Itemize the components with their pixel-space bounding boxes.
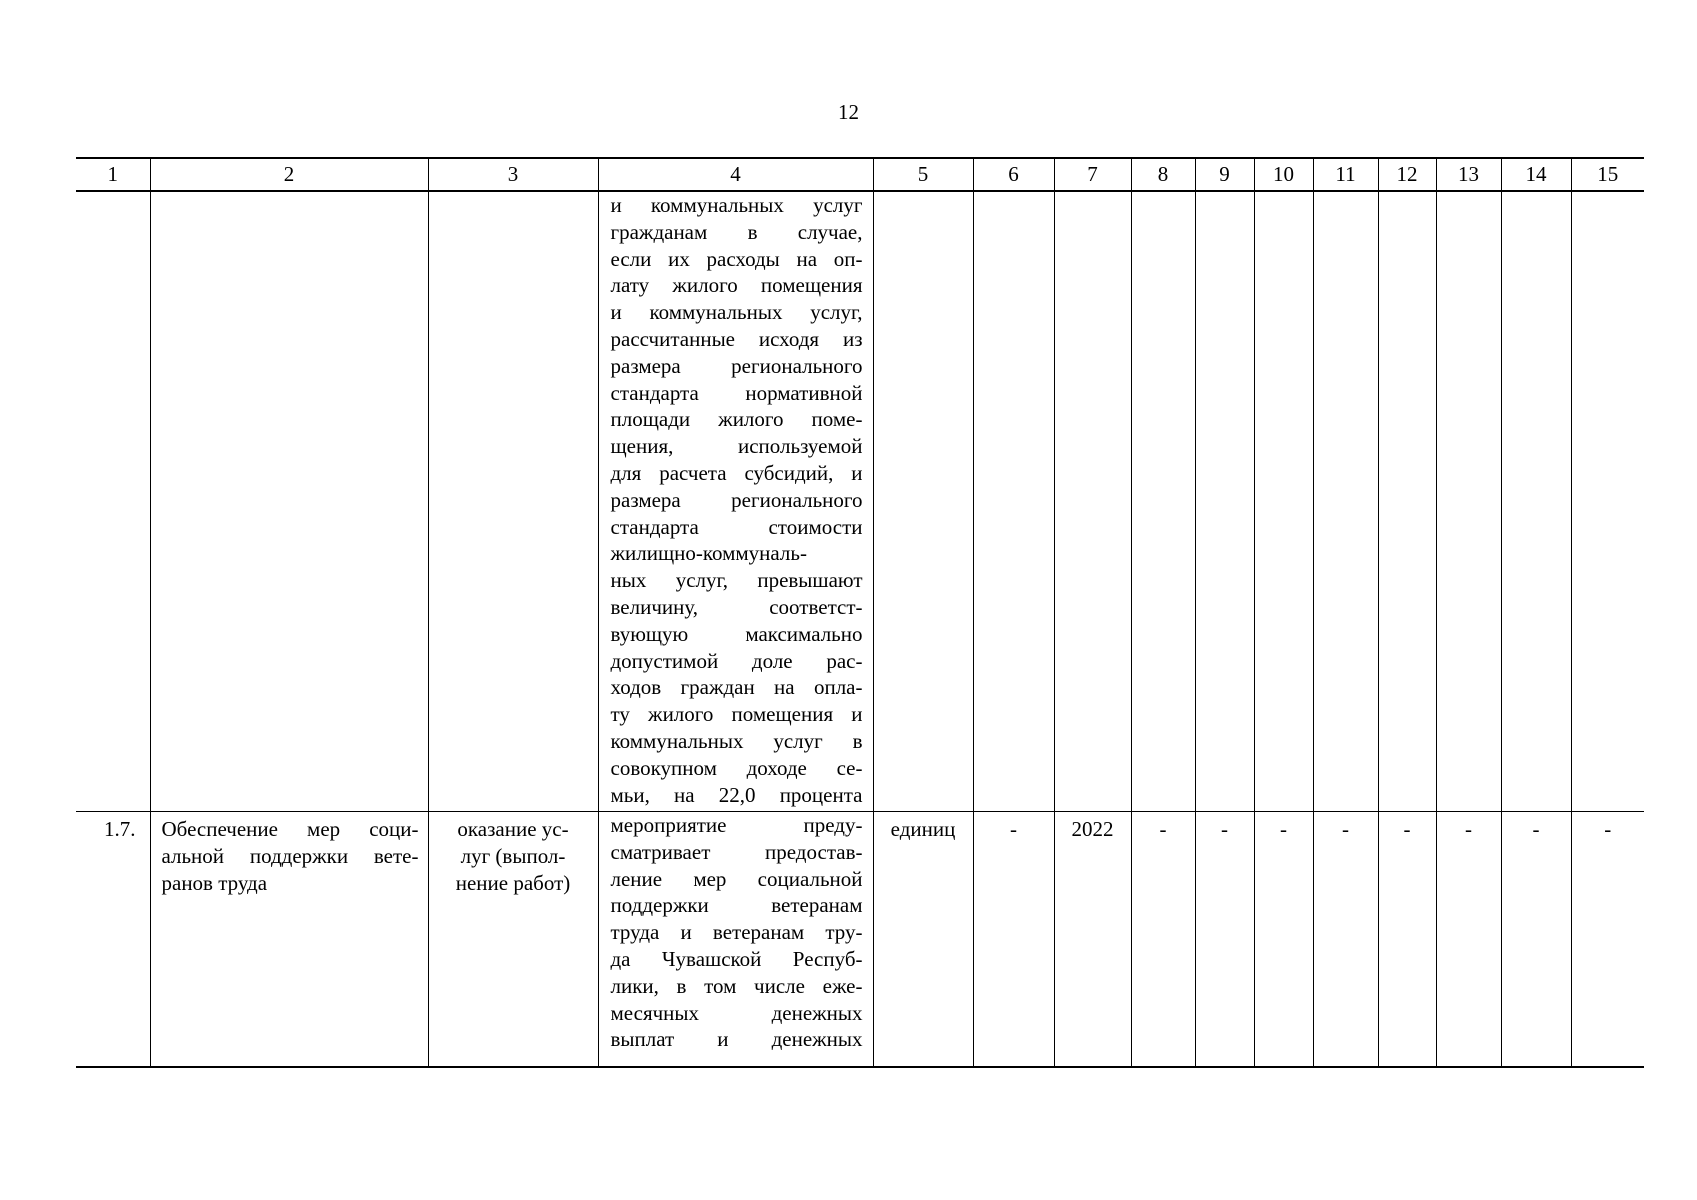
cell-value: - [1342,817,1349,841]
cell-value: - [1465,817,1472,841]
text-line: выплат и денежных [610,1027,863,1052]
text-line: труда и ветеранам тру- [610,920,863,945]
header-cell: 10 [1254,158,1313,191]
text-line: лату жилого помещения [610,273,863,298]
table-cell [1501,191,1571,812]
table-row-1-7 [76,812,1644,1068]
description-text [599,812,873,1053]
text-line: совокупном доходе се- [610,755,863,780]
text-line: допустимой доле рас- [610,648,863,673]
text-line: месячных денежных [610,1000,863,1025]
cell-value: - [1221,817,1228,841]
text-line: лики, в том числе еже- [610,973,863,998]
text-line: ление мер социальной [610,866,863,891]
table-cell [1436,812,1501,1068]
header-cell: 4 [598,158,873,191]
text-line: альной поддержки вете- [161,843,419,868]
text-line: и коммунальных услуг [610,193,863,217]
text-line: мероприятие преду- [610,813,863,837]
text-line: мьи, на 22,0 процента [610,782,863,807]
header-cell: 6 [973,158,1054,191]
text-line: поддержки ветеранам [610,893,863,918]
table-cell [1131,812,1195,1068]
table-cell [428,191,598,812]
text-line: площади жилого поме- [610,407,863,432]
header-cell: 11 [1313,158,1378,191]
text-line: если их расходы на оп- [610,246,863,271]
text-line: щения, используемой [610,434,863,459]
cell-value: - [1010,817,1017,841]
text-line: стандарта нормативной [610,380,863,405]
measure-name-cell [150,812,428,1068]
header-cell: 2 [150,158,428,191]
header-cell: 15 [1571,158,1644,191]
row-number: 1.7. [104,817,136,841]
text-line: Обеспечение мер соци- [161,817,419,841]
text-line: ранов труда [161,870,268,895]
table-cell [1436,191,1501,812]
table-cell [1195,812,1254,1068]
text-line: вующую максимально [610,621,863,646]
header-cell: 1 [76,158,150,191]
header-cell: 12 [1378,158,1436,191]
cell-value: - [1159,817,1167,841]
header-cell: 7 [1054,158,1131,191]
table-cell [973,812,1054,1068]
header-cell: 9 [1195,158,1254,191]
cell-value: - [1280,817,1287,841]
table-cell [1378,191,1436,812]
header-cell: 8 [1131,158,1195,191]
text-line: коммунальных услуг в [610,728,863,753]
measure-type [429,812,598,896]
header-row [76,158,1644,191]
table-cell [1054,191,1131,812]
header-cell: 5 [873,158,973,191]
header-cell: 13 [1436,158,1501,191]
text-line: рассчитанные исходя из [610,326,863,351]
text-line: величину, соответст- [610,594,863,619]
measure-type-cell [428,812,598,1068]
table-cell [1131,191,1195,812]
table-cell [1254,191,1313,812]
description-cell [598,191,873,812]
table-cell [150,191,428,812]
text-line: ных услуг, превышают [610,568,863,593]
unit-value: единиц [890,817,956,841]
unit-cell [873,812,973,1068]
cell-value: - [1604,817,1612,841]
header-cell: 3 [428,158,598,191]
text-line: размера регионального [610,487,863,512]
page-number: 12 [838,100,859,124]
text-line: жилищно-коммуналь- [610,541,807,566]
table-cell [1313,812,1378,1068]
table-cell [76,191,150,812]
description-text [599,192,873,808]
program-table [76,157,1644,1068]
year-cell [1054,812,1131,1068]
table-cell [873,191,973,812]
text-line: сматривает предостав- [610,839,863,864]
text-line: для расчета субсидий, и [610,460,863,485]
text-line: нение работ) [455,870,571,895]
table-cell [1571,191,1644,812]
year-value: 2022 [1071,817,1114,841]
text-line: и коммунальных услуг, [610,300,863,325]
table-cell [1378,812,1436,1068]
cell-value: - [1532,817,1540,841]
table-cell [1571,812,1644,1068]
cell-value: - [1403,817,1411,841]
table-cell [1501,812,1571,1068]
table-cell [973,191,1054,812]
measure-name [151,812,428,896]
header-cell: 14 [1501,158,1571,191]
text-line: размера регионального [610,353,863,378]
table-cell [1313,191,1378,812]
text-line: луг (выпол- [460,843,566,868]
text-line: ходов граждан на опла- [610,675,863,700]
row-number-cell [76,812,150,1068]
text-line: ту жилого помещения и [610,702,863,727]
text-line: стандарта стоимости [610,514,863,539]
text-line: да Чувашской Респуб- [610,946,863,971]
text-line: гражданам в случае, [610,219,863,244]
table-row-continuation [76,191,1644,812]
table-cell [1195,191,1254,812]
description-cell [598,812,873,1068]
text-line: оказание ус- [457,817,569,841]
table-cell [1254,812,1313,1068]
